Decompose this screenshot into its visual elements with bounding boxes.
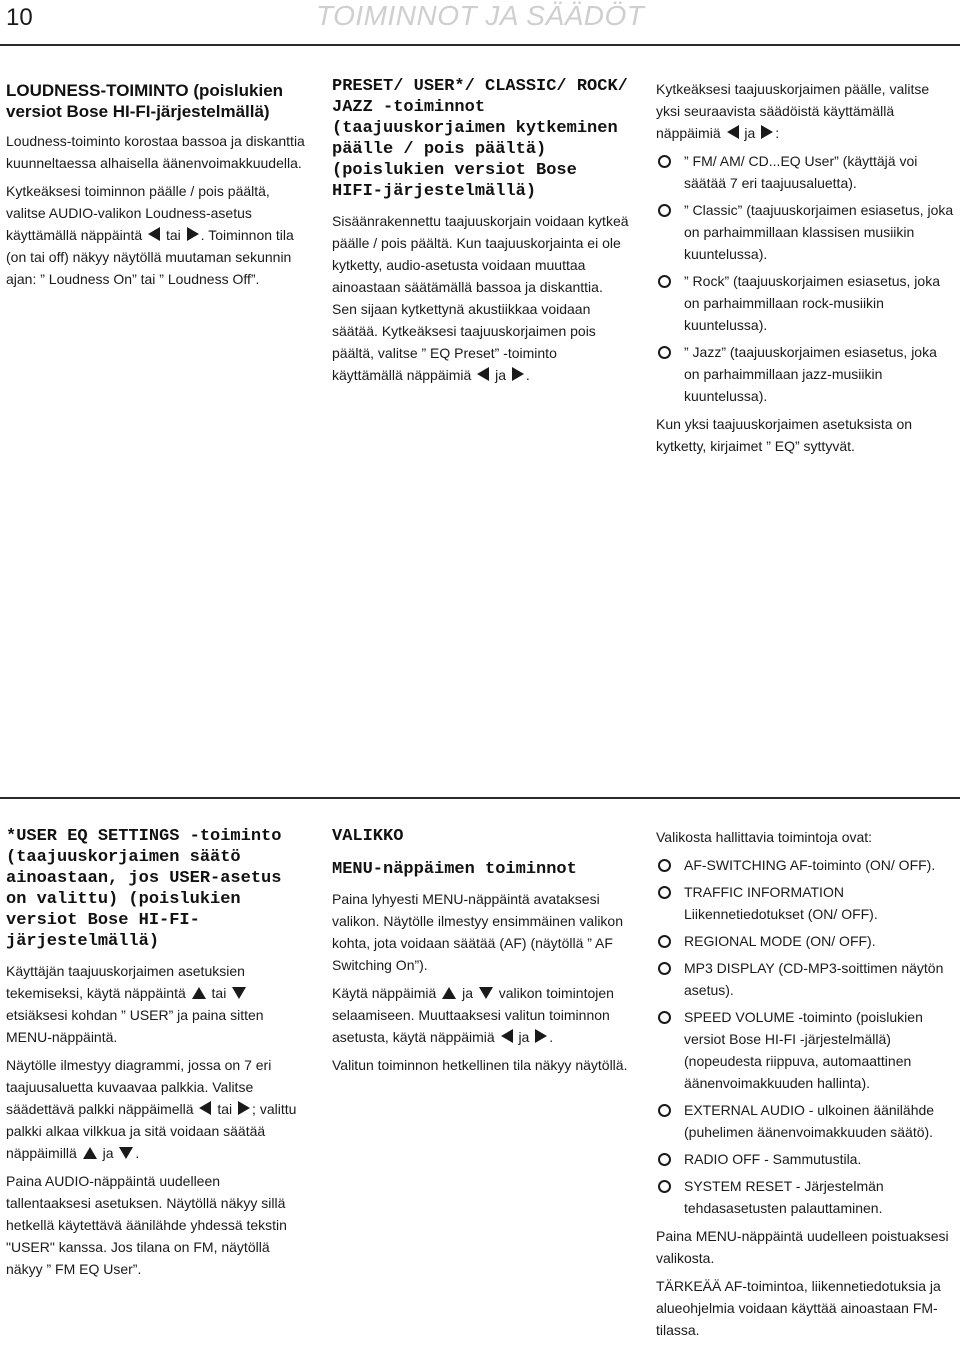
list-item [656,930,956,952]
down-arrow-key-icon [119,1147,133,1159]
bullet-circle-icon [658,346,671,359]
list-item-text: ” FM/ AM/ CD...EQ User” (käyttäjä voi säätää 7 eri taajuusaluetta). [684,153,918,191]
bullet-circle-icon [658,935,671,948]
valikko-section [332,826,632,1082]
menu-functions-intro: Valikosta hallittavia toimintoja ovat: [656,829,873,845]
valikko-heading: VALIKKO [332,827,404,846]
bullet-circle-icon [658,1011,671,1024]
text-run: Kytkeäksesi taajuuskorjaimen päälle, valitse yksi seuraavista säädöistä käyttämällä näppäimiä [656,81,930,141]
list-item-text: TRAFFIC INFORMATION Liikennetiedotukset (ON/ OFF). [684,884,878,922]
text-run: ja [462,985,473,1001]
preset-paragraph [332,210,630,386]
left-arrow-key-icon [727,125,739,139]
bullet-circle-icon [658,1153,671,1166]
menu-exit-paragraph: Paina MENU-näppäintä uudelleen poistuaksesi valikosta. [656,1228,949,1266]
menu-functions-heading: MENU-näppäimen toiminnot [332,860,577,879]
text-run: etsiäksesi kohdan ” USER” ja paina sitten MENU-näppäintä. [6,1007,264,1045]
text-run: Käyttäjän taajuuskorjaimen asetuksien tekemiseksi, käytä näppäintä [6,963,245,1001]
valikko-paragraph-2 [332,982,632,1048]
list-item [656,270,956,336]
right-arrow-key-icon [512,367,524,381]
user-eq-section [6,826,304,1286]
bullet-circle-icon [658,155,671,168]
preset-heading: PRESET/ USER*/ CLASSIC/ ROCK/ JAZZ -toiminnot (taajuuskorjaimen kytkeminen päälle / pois päältä) (poislukien versiot Bose HIFI-järjestelmällä) [332,77,628,201]
list-item [656,150,956,194]
list-item-text: ” Classic” (taajuuskorjaimen esiasetus, joka on parhaimmillaan klassisen musiikin kuuntelussa). [684,202,954,262]
eq-select-outro: Kun yksi taajuuskorjaimen asetuksista on kytketty, kirjaimet ” EQ” syttyvät. [656,416,913,454]
loudness-paragraph-1: Loudness-toiminto korostaa bassoa ja diskanttia kuunneltaessa alhaisella äänenvoimakkuudella. [6,133,305,171]
text-run: ja [495,367,506,383]
right-arrow-key-icon [535,1029,547,1043]
list-item [656,854,956,876]
list-item [656,1006,956,1094]
up-arrow-key-icon [442,987,456,999]
user-eq-paragraph-3: Paina AUDIO-näppäintä uudelleen tallentaaksesi asetuksen. Näytöllä näkyy sillä hetkellä käytettävä äänilähde yhdessä tekstin "USER" kanssa. Jos tilana on FM, näytöllä näkyy ” FM EQ User”. [6,1173,287,1277]
page-number: 10 [6,4,33,31]
valikko-paragraph-1: Paina lyhyesti MENU-näppäintä avataksesi valikon. Näytölle ilmestyy ensimmäinen valikon kohta, jota voidaan säätää (AF) (näytöllä ” AF Switching On”). [332,891,624,973]
text-run: ; valittu palkki alkaa vilkkua ja sitä voidaan säätää näppäimillä [6,1101,297,1161]
list-item-text: RADIO OFF - Sammutustila. [684,1151,862,1167]
right-arrow-key-icon [187,227,199,241]
page-title: TOIMINNOT JA SÄÄDÖT [316,0,645,31]
text-run: Kytkeäksesi toiminnon päälle / pois päältä, valitse AUDIO-valikon Loudness-asetus käyttämällä näppäintä [6,183,270,243]
list-item [656,1148,956,1170]
section-divider [0,797,960,799]
right-arrow-key-icon [761,125,773,139]
bullet-circle-icon [658,962,671,975]
list-item-text: ” Jazz” (taajuuskorjaimen esiasetus, joka on parhaimmillaan jazz-musiikin kuuntelussa). [684,344,937,404]
text-run: . Toiminnon tila (on tai off) näkyy näytöllä muutaman sekunnin ajan: ” Loudness On” tai ” Loudness Off”. [6,227,294,287]
list-item-text: SPEED VOLUME -toiminto (poislukien versiot Bose HI-FI -järjestelmällä) (nopeudesta riippuva, automaattinen äänenvoimakkuuden hallinta). [684,1009,923,1091]
list-item-text: ” Rock” (taajuuskorjaimen esiasetus, joka on parhaimmillaan rock-musiikin kuuntelussa). [684,273,940,333]
list-item [656,199,956,265]
text-run: tai [165,227,181,243]
list-item [656,1175,956,1219]
text-run: ja [518,1029,530,1045]
text-run: . [525,367,530,383]
bullet-circle-icon [658,859,671,872]
bullet-circle-icon [658,1104,671,1117]
list-item [656,341,956,407]
loudness-heading: LOUDNESS-TOIMINTO (poislukien versiot Bose HI-FI-järjestelmällä) [6,81,284,121]
list-item-text: AF-SWITCHING AF-toiminto (ON/ OFF). [684,857,936,873]
eq-preset-list [656,150,956,407]
down-arrow-key-icon [479,987,493,999]
left-arrow-key-icon [199,1101,211,1115]
list-item [656,957,956,1001]
bullet-circle-icon [658,886,671,899]
bullet-circle-icon [658,204,671,217]
bullet-circle-icon [658,1180,671,1193]
loudness-section [6,80,306,296]
user-eq-heading: *USER EQ SETTINGS -toiminto (taajuuskorjaimen säätö ainoastaan, jos USER-asetus on valittu) (poislukien versiot Bose HI-FI-järjestelmällä) [6,827,282,951]
valikko-paragraph-3: Valitun toiminnon hetkellinen tila näkyy näytöllä. [332,1057,628,1073]
user-eq-paragraph-2 [6,1054,304,1164]
left-arrow-key-icon [148,227,160,241]
up-arrow-key-icon [192,987,206,999]
menu-functions-list [656,854,956,1219]
list-item-text: EXTERNAL AUDIO - ulkoinen äänilähde (puhelimen äänenvoimakkuuden säätö). [684,1102,935,1140]
text-run: Sisäänrakennettu taajuuskorjain voidaan kytkeä päälle / pois päältä. Kun taajuuskorjainta ei ole kytketty, audio-asetusta voidaan muuttaa ainoastaan säätämällä bassoa ja diskanttia. Sen sijaan kytkettynä akustiikkaa voidaan säätää. Kytkeäksesi taajuuskorjaimen pois päältä, valitse ” EQ Preset” -toiminto käyttämällä näppäimiä [332,213,629,383]
user-eq-paragraph-1 [6,960,304,1048]
text-run: valikon toimintojen selaamiseen. Muuttaaksesi valitun toiminnon asetusta, käytä näppäimiä [332,985,614,1045]
loudness-paragraph-2 [6,180,306,290]
bullet-circle-icon [658,275,671,288]
preset-section [332,76,630,392]
text-run: . [549,1029,554,1045]
text-run: . [135,1145,140,1161]
text-run: : [775,125,780,141]
list-item [656,881,956,925]
right-arrow-key-icon [238,1101,250,1115]
header-divider [0,44,960,46]
list-item [656,1099,956,1143]
text-run: Näytölle ilmestyy diagrammi, jossa on 7 eri taajuusaluetta kuvaavaa palkkia. Valitse säädettävä palkki näppäimellä [6,1057,272,1117]
text-run: ja [102,1145,114,1161]
text-run: tai [217,1101,233,1117]
text-run: tai [211,985,227,1001]
menu-note-paragraph: TÄRKEÄÄ AF-toimintoa, liikennetiedotuksia ja alueohjelmia voidaan käyttää ainoastaan FM-tilassa. [656,1278,941,1338]
list-item-text: REGIONAL MODE (ON/ OFF). [684,933,876,949]
menu-functions-section [656,826,956,1347]
down-arrow-key-icon [232,987,246,999]
list-item-text: SYSTEM RESET - Järjestelmän tehdasasetusten palauttaminen. [684,1178,884,1216]
left-arrow-key-icon [501,1029,513,1043]
eq-select-section [656,78,956,463]
text-run: ja [744,125,756,141]
eq-select-intro [656,78,956,144]
list-item-text: MP3 DISPLAY (CD-MP3-soittimen näytön asetus). [684,960,944,998]
text-run: Käytä näppäimiä [332,985,437,1001]
up-arrow-key-icon [83,1147,97,1159]
left-arrow-key-icon [477,367,489,381]
